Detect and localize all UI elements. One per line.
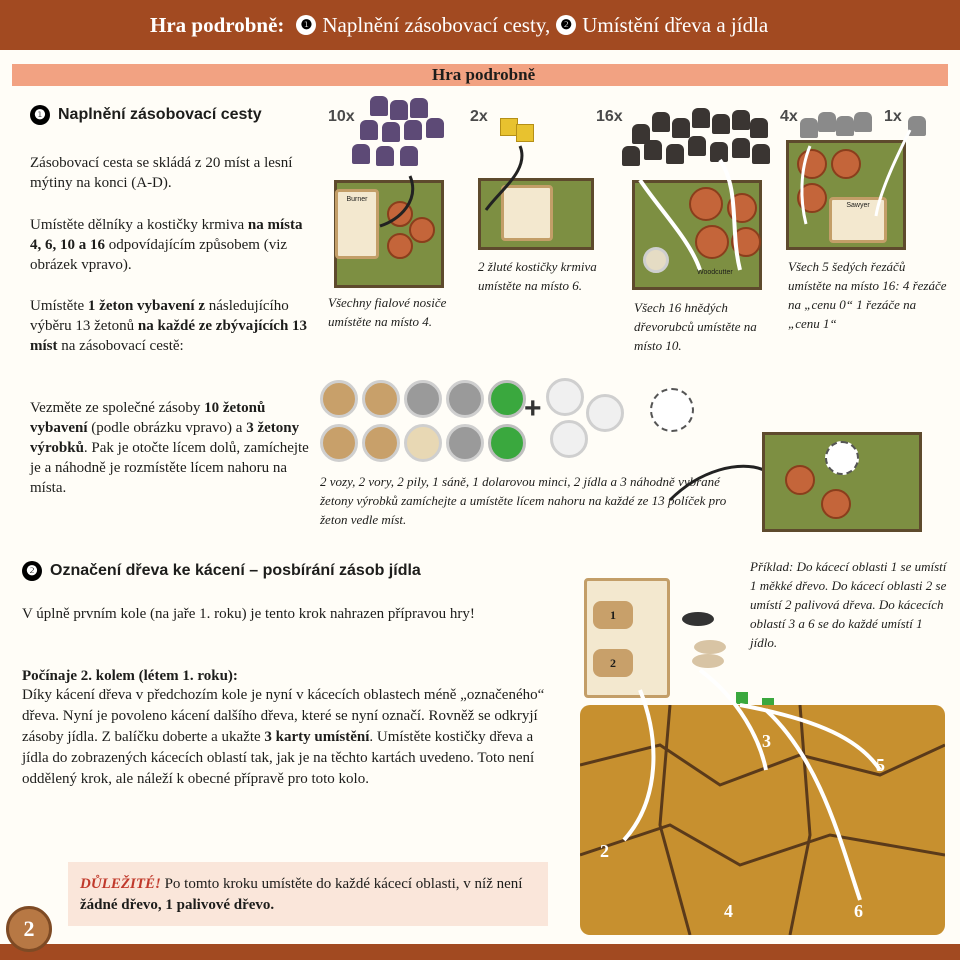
count-purple: 10x (328, 108, 355, 125)
section2-title-text: Označení dřeva ke kácení – posbírání zásob jídla (50, 562, 421, 579)
section2-para2: Díky kácení dřeva v předchozím kole je nyní v kácecích oblastech méně „označeného“ dřeva. Nyní je povoleno kácení dalšího dřeva, které se nyní označí. Rovněž se odkryjí zásoby jídla. Z balíčku doberte a ukažte 3 karty umístění. Umístěte kostičky dřeva a jídla do zobrazených kácecích oblastí tak, jak je na těchto kartách uvedeno. Toto není oddělený krok, ale náleží k obecné přípravě pro toto kolo. (22, 687, 545, 787)
page-number: 2 (6, 906, 52, 952)
header-step2: Umístění dřeva a jídla (582, 12, 769, 37)
section1-para1: Zásobovací cesta se skládá z 20 míst a lesní mýtiny na konci (A-D). (30, 155, 293, 191)
step1-number: ❶ (296, 15, 316, 35)
step2-number: ❷ (556, 15, 576, 35)
important-label: DŮLEŽITÉ! (80, 876, 161, 892)
caption-tokens: 2 vozy, 2 vory, 2 pily, 1 sáně, 1 dolarovou minci, 2 jídla a 3 náhodně vybrané žetony výrobků zamíchejte a umístěte lícem nahoru na každé ze 13 políček pro žeton vedle míst. (320, 474, 727, 527)
count-brown: 16x (596, 108, 623, 125)
section2-subtitle: Počínaje 2. kolem (létem 1. roku): (22, 668, 238, 684)
caption-yellow: 2 žluté kostičky krmiva umístěte na místo 6. (478, 259, 597, 293)
caption-grey: Všech 5 šedých řezáčů umístěte na místo 16: 4 řezáče na „cenu 0“ 1 řezáče na „cenu 1“ (788, 259, 947, 331)
important-note: DŮLEŽITÉ! Po tomto kroku umístěte do každé kácecí oblasti, v níž není žádné dřevo, 1 palivové dřevo. (68, 862, 548, 926)
board-space-10: Woodcutter (632, 180, 762, 290)
count-grey: 4x (780, 108, 798, 125)
plus-sign: + (524, 392, 542, 425)
section1-title-text: Naplnění zásobovací cesty (58, 106, 262, 123)
section1-para2: Umístěte dělníky a kostičky krmiva na místa 4, 6, 10 a 16 odpovídajícím způsobem (viz obrázek vpravo). (30, 217, 303, 273)
section1-number: ❶ (30, 105, 50, 125)
header-step1: Naplnění zásobovací cesty, (322, 12, 551, 37)
section2-para1: V úplně prvním kole (na jaře 1. roku) je tento krok nahrazen přípravou hry! (22, 606, 475, 622)
count-yellow: 2x (470, 108, 488, 125)
placement-card: 1 2 (584, 578, 670, 698)
forest-board: 2 3 4 5 6 (580, 705, 945, 935)
header-title: Hra podrobně: (150, 12, 285, 37)
caption-purple: Všechny fialové nosiče umístěte na místo 4. (328, 295, 447, 329)
section2-number: ❷ (22, 561, 42, 581)
footer-bar (0, 944, 960, 960)
board-space-4: Burner (334, 180, 444, 288)
count-grey-one: 1x (884, 108, 902, 125)
subheader-title: Hra podrobně (432, 65, 536, 84)
caption-brown: Všech 16 hnědých dřevorubců umístěte na místo 10. (634, 300, 757, 353)
section1-para3: Umístěte 1 žeton vybavení z následujícího výběru 13 žetonů na každé ze zbývajících 13 míst na zásobovací cestě: (30, 298, 308, 354)
board-space-16: Sawyer (786, 140, 906, 250)
section1-para4: Vezměte ze společné zásoby 10 žetonů vybavení (podle obrázku vpravo) a 3 žetony výrobků. Pak je otočte lícem dolů, zamíchejte je a náhodně je rozmístěte lícem nahoru na místa. (30, 400, 309, 496)
caption-example: Příklad: Do kácecí oblasti 1 se umístí 1 měkké dřevo. Do kácecí oblasti 2 se umístí 2 palivová dřeva. Do kácecích oblastí 3 a 6 se do každé umístí 1 jídlo. (750, 559, 947, 650)
